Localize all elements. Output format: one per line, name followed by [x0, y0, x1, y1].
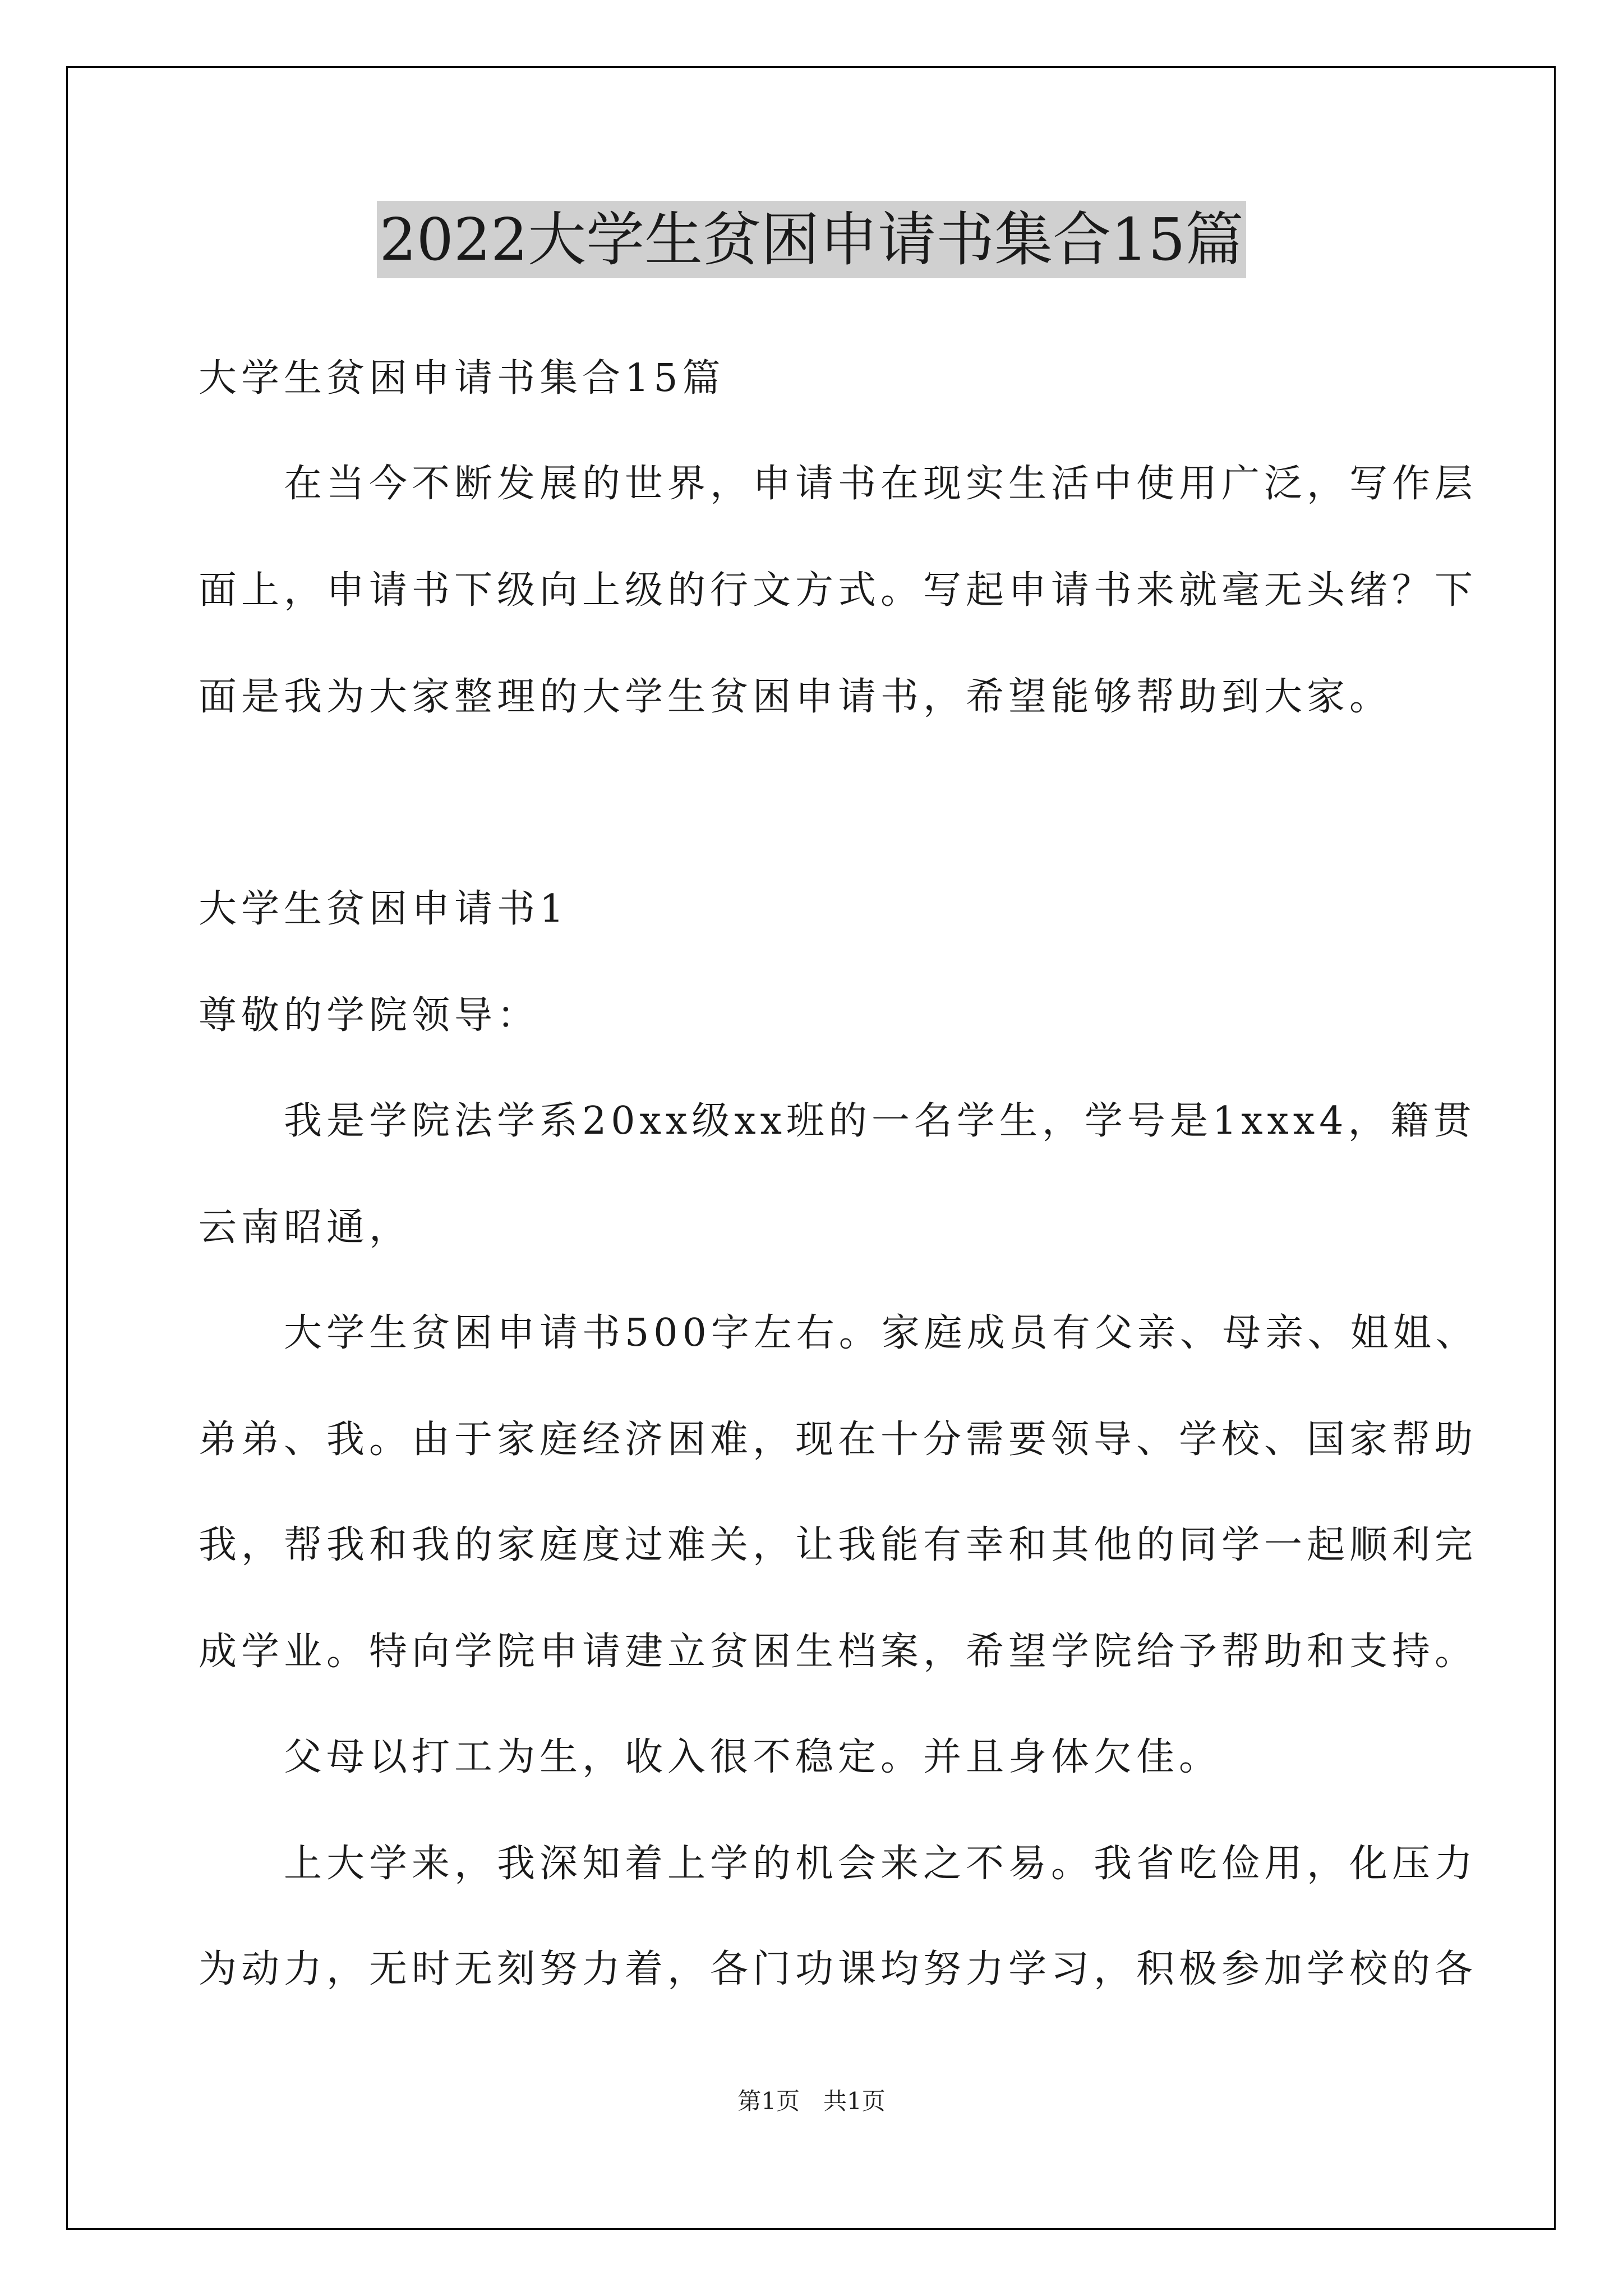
body-line-intro-3: 面是我为大家整理的大学生贫困申请书，希望能够帮助到大家。: [199, 675, 1393, 719]
subtitle-line: 大学生贫困申请书集合15篇: [199, 356, 725, 401]
document-title: 2022大学生贫困申请书集合15篇: [377, 201, 1246, 278]
body-line-intro-2: 面上，申请书下级向上级的行文方式。写起申请书来就毫无头绪？下: [199, 568, 1478, 613]
body-line-5: 我，帮我和我的家庭度过难关，让我能有幸和其他的同学一起顺利完: [199, 1523, 1478, 1567]
body-line-6: 成学业。特向学院申请建立贫困生档案，希望学院给予帮助和支持。: [199, 1630, 1478, 1674]
title-container: [0, 201, 1623, 278]
page-footer: 第1页 共1页: [737, 2087, 886, 2115]
body-line-intro-1: 在当今不断发展的世界，申请书在现实生活中使用广泛，写作层: [199, 462, 1478, 506]
body-line-4: 弟弟、我。由于家庭经济困难，现在十分需要领导、学校、国家帮助: [199, 1418, 1478, 1462]
body-line-8: 上大学来，我深知着上学的机会来之不易。我省吃俭用，化压力: [199, 1842, 1478, 1886]
body-line-7: 父母以打工为生，收入很不稳定。并且身体欠佳。: [199, 1735, 1222, 1779]
body-line-3: 大学生贫困申请书500字左右。家庭成员有父亲、母亲、姐姐、: [199, 1311, 1478, 1355]
body-line-9: 为动力，无时无刻努力着，各门功课均努力学习，积极参加学校的各: [199, 1947, 1478, 1991]
salutation: 尊敬的学院领导：: [199, 993, 540, 1038]
body-line-1: 我是学院法学系20xx级xx班的一名学生，学号是1xxx4，籍贯: [199, 1099, 1476, 1143]
section-heading: 大学生贫困申请书1: [199, 887, 569, 931]
body-line-2: 云南昭通，: [199, 1205, 412, 1250]
